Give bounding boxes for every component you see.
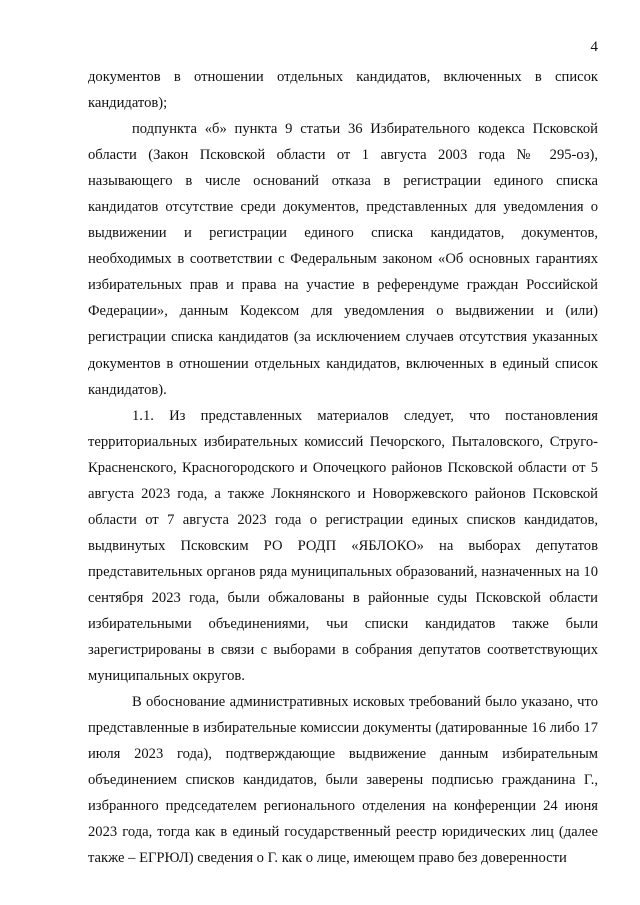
document-body [88,64,598,871]
page-number: 4 [590,39,598,55]
paragraph-section-1-1: 1.1. Из представленных материалов следует, что постановления территориальных избирательных комиссий Печорского, Пыталовского, Струго-Красненского, Красногородского и Опочецкого районов Псковской области от 5 августа 2023 года, а также Локнянского и Новоржевского районов Псковской области от 7 августа 2023 года о регистрации единых списков кандидатов, выдвинутых Псковским РО РОДП «ЯБЛОКО» на выборах депутатов представительных органов ряда муниципальных образований, назначенных на 10 сентября 2023 года, были обжалованы в районные суды Псковской области избирательными объединениями, чьи списки кандидатов также были зарегистрированы в связи с выборами в собрания депутатов соответствующих муниципальных округов. [88,407,598,685]
paragraph-claims-basis: В обоснование административных исковых требований было указано, что представленные в избирательные комиссии документы (датированные 16 либо 17 июля 2023 года), подтверждающие выдвижение данным избирательным объединением списков кандидатов, были заверены подписью гражданина Г., избранного председателем регионального отделения на конференции 24 июня 2023 года, тогда как в единый государственный реестр юридических лиц (далее также – ЕГРЮЛ) сведения о Г. как о лице, имеющем право без доверенности [88,694,598,867]
paragraph-list-item-ending: документов в отношении отдельных кандидатов, включенных в список кандидатов); [88,69,598,112]
paragraph-subparagraph-b: подпункта «б» пункта 9 статьи 36 Избирательного кодекса Псковской области (Закон Псковской области от 1 августа 2003 года № 295-оз), называющего в числе оснований отказа в регистрации единого списка кандидатов отсутствие среди документов, представленных для уведомления о выдвижении и регистрации единого списка кандидатов, документов, необходимых в соответствии с Федеральным законом «Об основных гарантиях избирательных прав и права на участие в референдуме граждан Российской Федерации», данным Кодексом для уведомления о выдвижении и (или) регистрации списка кандидатов (за исключением случаев отсутствия указанных документов в отношении отдельных кандидатов, включенных в единый список кандидатов). [88,121,598,398]
